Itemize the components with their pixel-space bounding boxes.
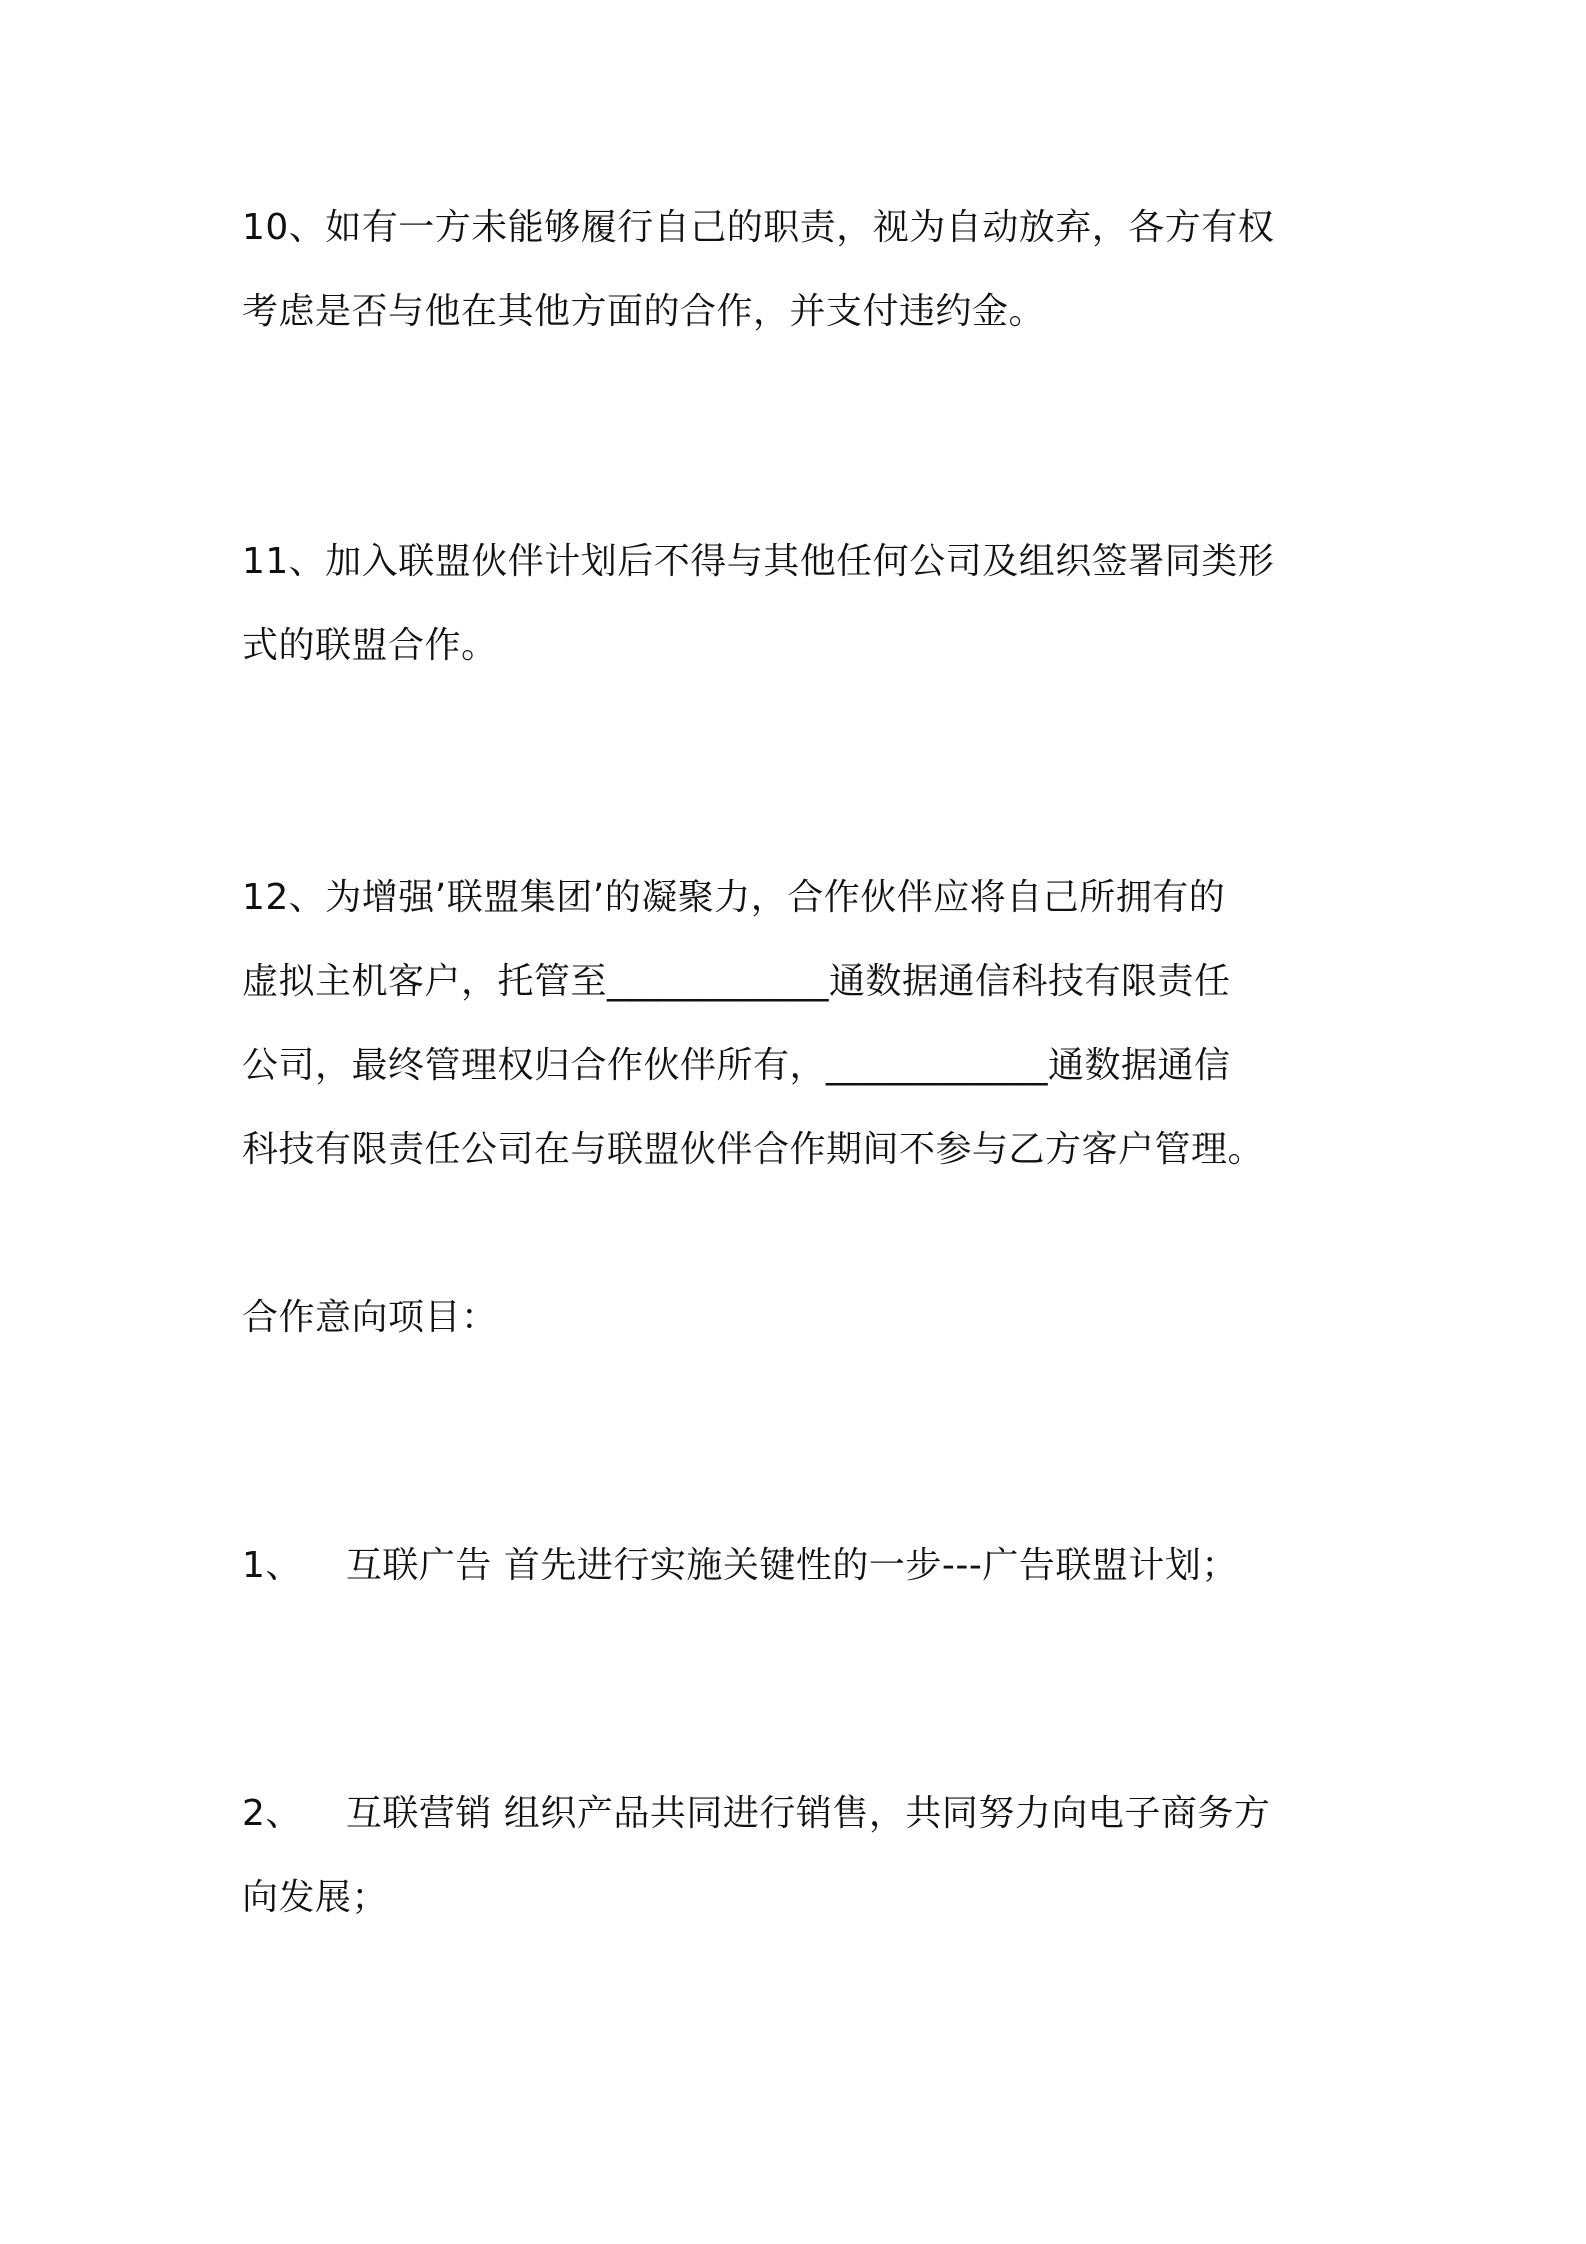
clause-10 bbox=[242, 186, 1362, 354]
clause-10-line-2: 考虑是否与他在其他方面的合作，并支付违约金。 bbox=[242, 291, 1046, 332]
list-item bbox=[242, 1772, 1362, 1940]
clause-12-line-2: 虚拟主机客户，托管至____________通数据通信科技有限责任 bbox=[242, 961, 1231, 1002]
clause-11-line-2: 式的联盟合作。 bbox=[242, 625, 498, 666]
item-number: 1、 bbox=[242, 1545, 302, 1586]
clause-11-line-1: 11、加入联盟伙伴计划后不得与其他任何公司及组织签署同类形 bbox=[242, 541, 1275, 582]
list-item bbox=[242, 1524, 1362, 1608]
item-text: 互联广告 首先进行实施关键性的一步---广告联盟计划； bbox=[345, 1545, 1238, 1586]
clause-12-line-1: 12、为增强’联盟集团’的凝聚力，合作伙伴应将自己所拥有的 bbox=[242, 877, 1226, 918]
clause-12-line-3: 公司，最终管理权归合作伙伴所有，____________通数据通信 bbox=[242, 1045, 1231, 1086]
item-text: 互联营销 组织产品共同进行销售，共同努力向电子商务方 bbox=[345, 1793, 1271, 1834]
clause-11 bbox=[242, 520, 1362, 688]
list-item-line-1 bbox=[242, 1772, 1362, 1856]
item-number: 2、 bbox=[242, 1793, 302, 1834]
clause-10-line-1: 10、如有一方未能够履行自己的职责，视为自动放弃，各方有权 bbox=[242, 207, 1275, 248]
list-item-line-2: 向发展； bbox=[242, 1877, 389, 1918]
clause-12 bbox=[242, 856, 1362, 1192]
list-item-line-1 bbox=[242, 1524, 1362, 1608]
clause-12-line-4: 科技有限责任公司在与联盟伙伴合作期间不参与乙方客户管理。 bbox=[242, 1129, 1265, 1170]
section-heading-text: 合作意向项目： bbox=[242, 1297, 498, 1338]
section-heading bbox=[242, 1276, 1362, 1360]
